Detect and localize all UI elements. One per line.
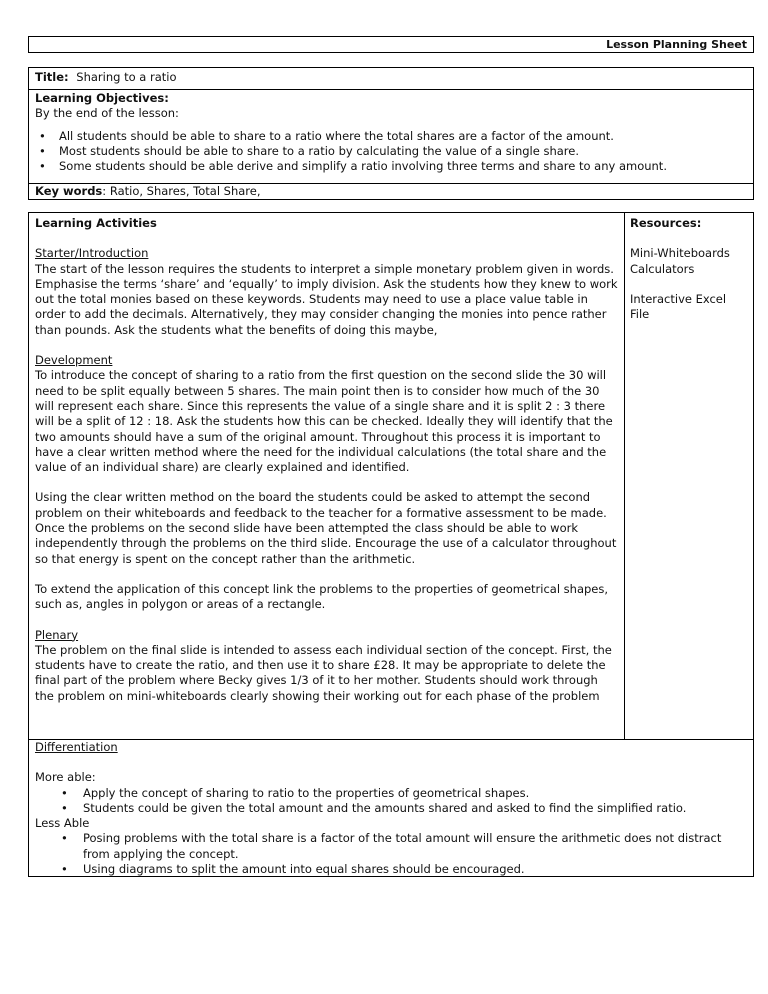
list-item: • Using diagrams to split the amount into equal shares should be encouraged. (35, 862, 747, 877)
less-able-label: Less Able (35, 816, 90, 831)
list-item: • Posing problems with the total share is a factor of the total amount will ensure the arithmetic does not distract from applying the concept. (35, 831, 747, 862)
resource-item: Calculators (630, 261, 695, 276)
activities-heading: Learning Activities (35, 216, 157, 230)
title-label: Title: (35, 70, 69, 84)
header-box (28, 36, 754, 53)
differentiation-heading: Differentiation (35, 740, 118, 754)
list-item: • Most students should be able to share to a ratio by calculating the value of a single share. (35, 144, 747, 159)
column-divider (624, 213, 625, 739)
title-row (35, 70, 177, 85)
list-item: • Apply the concept of sharing to ratio to the properties of geometrical shapes. (35, 786, 747, 801)
objectives-intro: By the end of the lesson: (35, 106, 179, 121)
objectives-list (35, 129, 747, 175)
resource-item: Interactive Excel File (630, 291, 727, 322)
list-item: • Students could be given the total amount and the amounts shared and asked to find the simplified ratio. (35, 801, 747, 816)
development-text: To introduce the concept of sharing to a ratio from the first question on the second slide the 30 will need to be split equally between 5 shares. The main point then is to consider how much of the 30 will represent each share. Since this represents the value of a single share and it is split 2 : 3 there will be a split of 12 : 18. Ask the students how this can be checked. Ideally they will identify that the two amounts should have a sum of the original amount. Throughout this process it is important to have a clear written method where the need for the individual calculations (the total share and the value of an individual share) are clearly explained and identified. (35, 368, 613, 475)
list-item: • All students should be able to share to a ratio where the total shares are a factor of the amount. (35, 129, 747, 144)
development-heading: Development (35, 353, 113, 368)
more-able-list (35, 786, 747, 817)
plenary-heading: Plenary (35, 627, 79, 642)
divider (29, 89, 753, 90)
keywords-value: : Ratio, Shares, Total Share, (102, 184, 261, 198)
lesson-title: Sharing to a ratio (76, 70, 177, 84)
resources-heading: Resources: (630, 216, 702, 230)
less-able-list (35, 831, 747, 877)
keywords-label: Key words (35, 184, 103, 198)
starter-heading: Starter/Introduction (35, 246, 149, 261)
objectives-heading: Learning Objectives: (35, 91, 169, 105)
activities-box (28, 212, 754, 877)
more-able-label: More able: (35, 770, 96, 785)
differentiation (35, 740, 747, 877)
development-text: Using the clear written method on the board the students could be asked to attempt the second problem on their whiteboards and feedback to the teacher for a formative assessment to be made. Once the problems on the second slide have been attempted the class should be able to work independently through the problems on the third slide. Encourage the use of a calculator throughout so that energy is spent on the concept rather than the arithmetic. (35, 490, 617, 566)
keywords-row (35, 184, 261, 199)
development-text: To extend the application of this concept link the problems to the properties of geometrical shapes, such as, angles in polygon or areas of a rectangle. (35, 581, 609, 612)
learning-objectives (35, 91, 747, 174)
resource-item: Mini-Whiteboards (630, 246, 730, 261)
plenary-text: The problem on the final slide is intended to assess each individual section of the concept. First, the students have to create the ratio, and then use it to share £28. It may be appropriate to delete the final part of the problem where Becky gives 1/3 of it to her mother. Students should work through the problem on mini-whiteboards clearly showing their working out for each phase of the problem (35, 642, 612, 703)
sheet-title: Lesson Planning Sheet (606, 38, 747, 51)
learning-activities (35, 216, 619, 704)
starter-text: The start of the lesson requires the students to interpret a simple monetary problem given in words. Emphasise the terms ‘share’ and ‘equally’ to imply division. Ask the students how they knew to work out the total monies based on these keywords. Students may need to use a place value table in order to add the decimals. Alternatively, they may consider changing the monies into pence rather than pounds. Ask the students what the benefits of doing this maybe, (35, 261, 618, 337)
list-item: • Some students should be able derive and simplify a ratio involving three terms and share to any amount. (35, 159, 747, 174)
lesson-info-box (28, 67, 754, 200)
resources (630, 216, 748, 322)
